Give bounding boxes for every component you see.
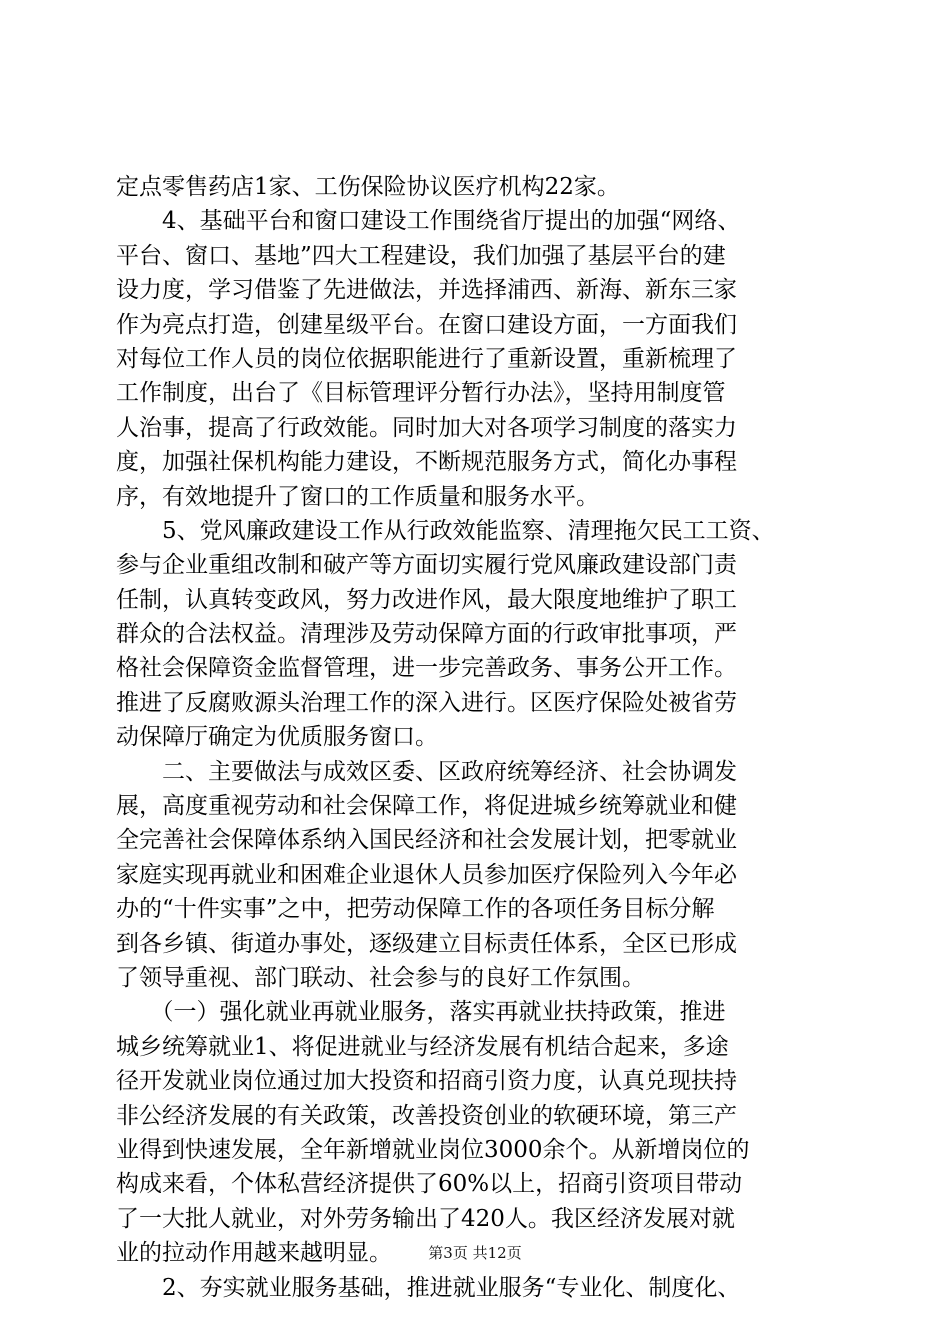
text-line: 了一大批人就业，对外劳务输出了420人。我区经济发展对就 [116,1205,735,1232]
page-footer: 第3页 共12页 [428,1244,522,1262]
text-line: 5、党风廉政建设工作从行政效能监察、清理拖欠民工工资、 [116,517,775,544]
text-line: （一）强化就业再就业服务，落实再就业扶持政策，推进 [116,999,726,1026]
text-line: 构成来看，个体私营经济提供了60%以上，招商引资项目带动 [116,1171,743,1198]
text-line: 设力度，学习借鉴了先进做法，并选择浦西、新海、新东三家 [116,277,737,304]
text-line: 动保障厅确定为优质服务窗口。 [116,724,438,751]
text-line: 作为亮点打造，创建星级平台。在窗口建设方面，一方面我们 [116,311,737,338]
text-line: 度，加强社保机构能力建设，不断规范服务方式，简化办事程 [116,449,737,476]
text-line: 了领导重视、部门联动、社会参与的良好工作氛围。 [116,964,645,991]
text-line: 4、基础平台和窗口建设工作围绕省厅提出的加强“网络、 [116,208,741,235]
text-line: 定点零售药店1家、工伤保险协议医疗机构22家。 [116,174,620,200]
text-line: 2、夯实就业服务基础，推进就业服务“专业化、制度化、 [116,1274,741,1301]
text-line: 二、主要做法与成效区委、区政府统筹经济、社会协调发 [116,758,737,785]
text-line: 业的拉动作用越来越明显。 [116,1240,392,1267]
text-line: 群众的合法权益。清理涉及劳动保障方面的行政审批事项，严 [116,621,737,648]
text-line: 城乡统筹就业1、将促进就业与经济发展有机结合起来，多途 [116,1033,729,1060]
text-line: 家庭实现再就业和困难企业退休人员参加医疗保险列入今年必 [116,861,737,888]
text-line: 全完善社会保障体系纳入国民经济和社会发展计划，把零就业 [116,827,737,854]
text-line: 序，有效地提升了窗口的工作质量和服务水平。 [116,483,599,510]
text-line: 推进了反腐败源头治理工作的深入进行。区医疗保险处被省劳 [116,689,737,716]
text-line: 工作制度，出台了《目标管理评分暂行办法》，坚持用制度管 [116,380,726,407]
text-line: 办的“十件实事”之中，把劳动保障工作的各项任务目标分解 [116,896,715,923]
text-line: 平台、窗口、基地”四大工程建设，我们加强了基层平台的建 [116,242,726,269]
text-line: 非公经济发展的有关政策，改善投资创业的软硬环境，第三产 [116,1102,737,1129]
text-line: 格社会保障资金监督管理，进一步完善政务、事务公开工作。 [116,655,737,682]
text-line: 到各乡镇、街道办事处，逐级建立目标责任体系，全区已形成 [116,930,737,957]
body-text [116,170,836,1305]
text-line: 业得到快速发展，全年新增就业岗位3000余个。从新增岗位的 [116,1136,750,1163]
text-line: 对每位工作人员的岗位依据职能进行了重新设置，重新梳理了 [116,345,737,372]
text-line: 人治事，提高了行政效能。同时加大对各项学习制度的落实力 [116,414,737,441]
text-line: 参与企业重组改制和破产等方面切实履行党风廉政建设部门责 [116,552,737,579]
text-line: 展，高度重视劳动和社会保障工作，将促进城乡统筹就业和健 [116,793,737,820]
text-line: 任制，认真转变政风，努力改进作风，最大限度地维护了职工 [116,586,737,613]
text-line: 径开发就业岗位通过加大投资和招商引资力度，认真兑现扶持 [116,1068,737,1095]
